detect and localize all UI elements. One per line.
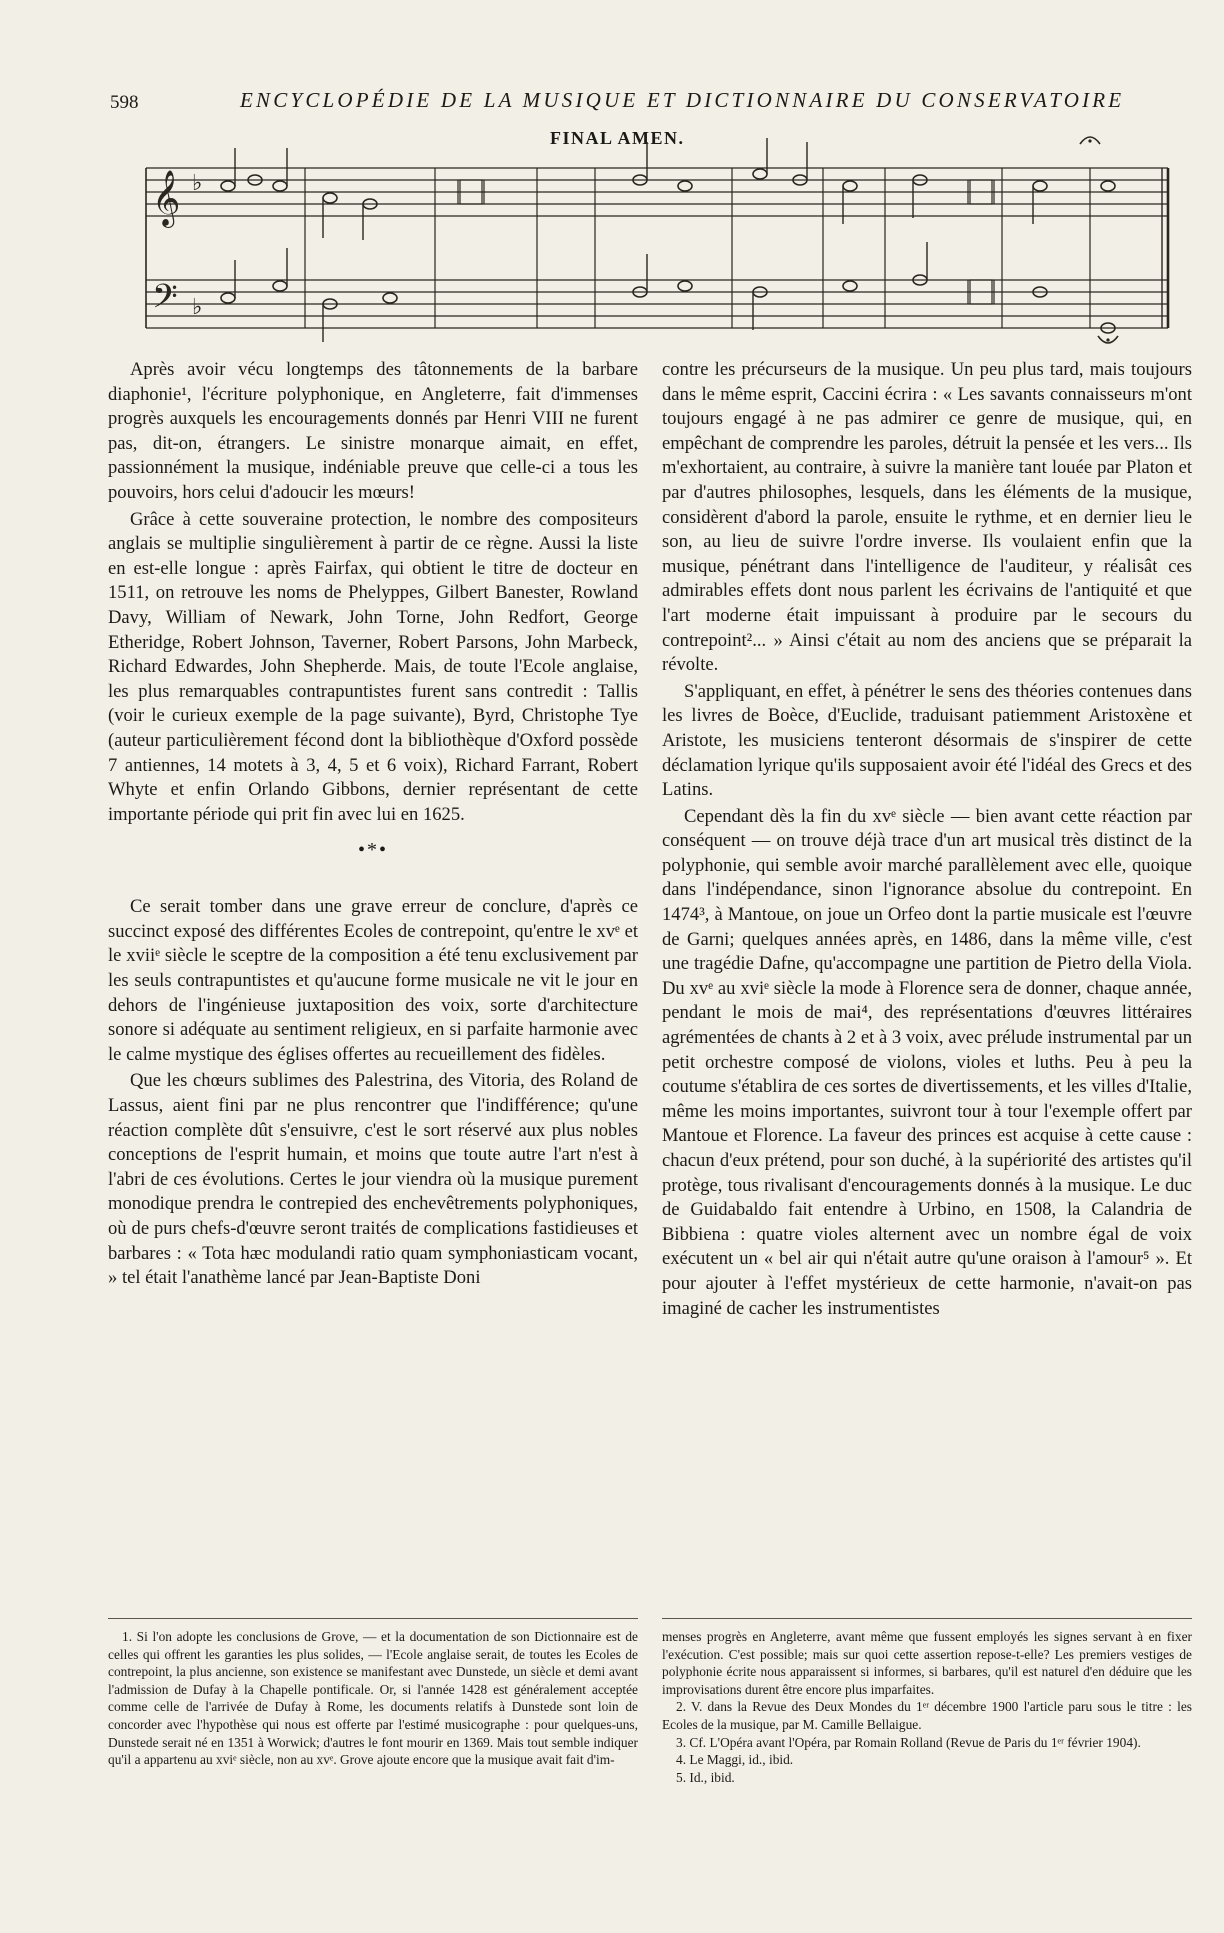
paragraph: Ce serait tomber dans une grave erreur de conclure, d'après ce succinct exposé des différentes Ecoles de contrepoint, qu'entre le xvᵉ et le xviiᵉ siècle le sceptre de la composition a été tenu exclusivement par les seuls contrapuntistes et qu'aucune forme musicale ne vit le jour en dehors de l'ingénieuse juxtaposition des voix, sorte d'architecture sonore si adéquate au sentiment religieux, en si parfaite harmonie avec le calme mystique des églises offertes au recueillement des fidèles.: [108, 896, 638, 1065]
footnote: 1. Si l'on adopte les conclusions de Grove, — et la documentation de son Dictionnaire est de celles qui offrent les garanties les plus solides, — l'Ecole anglaise serait, de toutes les Ecoles de contrepoint, la plus ancienne, son existence se manifestant avec Dunstede, un siècle et demi avant l'admission de Dufay à la Chapelle pontificale. Or, si l'année 1428 est généralement acceptée comme celle de l'arrivée de Dufay à Rome, les documents relatifs à Dunstede sont loin de concorder avec l'hypothèse qui nous est offerte par l'estimé musicographe : pour quelques-uns, Dunstede serait né en 1351 à Worwick; d'autres le font mourir en 1369. Mais tout semble indiquer qu'il a appartenu au xviᵉ siècle, non au xvᵉ. Grove ajoute encore que la musique avait fait d'im-: [108, 1629, 638, 1768]
footnotes-left: [108, 1628, 638, 1769]
svg-text:♭: ♭: [192, 295, 203, 320]
footnote: 5. Id., ibid.: [676, 1769, 735, 1785]
svg-text:♭: ♭: [192, 171, 203, 196]
paragraph: Grâce à cette souveraine protection, le nombre des compositeurs anglais se multiplie singulièrement à partir de ce règne. Aussi la liste en est-elle longue : après Fairfax, qui obtient le titre de docteur en 1511, on retrouve les noms de Phelyppes, Gilbert Banester, Rowland Davy, William of Newark, John Torne, John Redfort, George Etheridge, Robert Johnson, Taverner, Robert Parsons, John Marbeck, Richard Edwardes, John Shepherde. Mais, de toute l'Ecole anglaise, les plus remarquables contrapuntistes furent sans contredit : Tallis (voir le curieux exemple de la page suivante), Byrd, Christophe Tye (auteur particulièrement fécond dont la bibliothèque d'Oxford possède 7 antiennes, 14 motets à 3, 4, 5 et 6 voix), Richard Farrant, Robert Whyte et enfin Orlando Gibbons, dernier représentant de cette importante période qui prit fin avec lui en 1625.: [108, 508, 638, 825]
right-column: [662, 358, 1192, 1321]
left-column: [108, 358, 638, 1291]
paragraph: Que les chœurs sublimes des Palestrina, des Vitoria, des Roland de Lassus, aient fini par ne plus rencontrer que l'indifférence; qu'une réaction complète dût s'ensuivre, c'est le sort réservé aux plus nobles conceptions de l'esprit humain, et moins que toute autre l'art n'est à l'abri de ces évolutions. Certes le jour viendra où la musique purement monodique prendra le contrepied des enchevêtrements polyphoniques, où de purs chefs-d'œuvre seront traités de complications fastidieuses et barbares : « Tota hæc modulandi ratio quam symphoniasticam vocant, » tel était l'anathème lancé par Jean-Baptiste Doni: [108, 1070, 638, 1289]
music-title: FINAL AMEN.: [550, 128, 685, 148]
footnote-rule: [662, 1618, 1192, 1619]
page-number: 598: [110, 92, 139, 113]
svg-text:𝄞: 𝄞: [152, 170, 181, 226]
footnote: 3. Cf. L'Opéra avant l'Opéra, par Romain Rolland (Revue de Paris du 1ᵉʳ février 1904).: [676, 1734, 1141, 1750]
footnote: menses progrès en Angleterre, avant même que fussent employés les signes servant à en fixer l'exécution. C'est possible; mais sur quoi cette assertion repose-t-elle? Les premiers vestiges de polyphonie écrite nous apparaissent si informes, si barbares, qu'il est naturel d'en déduire que les improvisations durent être encore plus imparfaites.: [662, 1629, 1192, 1697]
footnote: 4. Le Maggi, id., ibid.: [676, 1752, 794, 1768]
running-head: ENCYCLOPÉDIE DE LA MUSIQUE ET DICTIONNAIRE DU CONSERVATOIRE: [240, 88, 1125, 112]
page-header: [110, 88, 1125, 118]
section-separator: •*•: [357, 839, 388, 862]
footnotes-right: [662, 1628, 1192, 1786]
music-example: [140, 128, 1180, 350]
footnote-rule: [108, 1618, 638, 1619]
music-score: [140, 128, 1180, 350]
paragraph: Cependant dès la fin du xvᵉ siècle — bien avant cette réaction par conséquent — on trouve déjà trace d'un art musical très distinct de la polyphonie, qui semble avoir marché parallèlement avec elle, quoique dans l'indépendance, sinon l'ignorance absolue du contrepoint. En 1474³, à Mantoue, on joue un Orfeo dont la partie musicale est l'œuvre de Garni; quelques années après, en 1486, dans la même ville, c'est une tragédie Dafne, qu'accompagne une partition de Pietro della Viola. Du xvᵉ au xviᵉ siècle la mode à Florence sera de donner, chaque année, pendant le mois de mai⁴, des représentations d'œuvres littéraires agrémentées de chants à 2 et à 3 voix, avec prélude instrumental par un petit orchestre composé de violons, violes et luths. Peu à peu la coutume s'établira de ces sortes de divertissements, et les villes d'Italie, même les moins importantes, suivront tour à tour l'exemple offert par Mantoue et Florence. La faveur des princes est acquise à cette cause : chacun d'eux prétend, pour son duché, à la supériorité des artistes qu'il protège, tous rivalisant d'encouragements donnés à la musique. Le duc de Guidabaldo fait entendre à Urbino, en 1508, la Calandria de Bibbiena : quatre violes alternent avec un nombre égal de voix exécutent un « bel air qui n'était autre qu'une oraison à l'amour⁵ ». Et pour ajouter à l'effet mystérieux de cette harmonie, n'avait-on pas imaginé de cacher les instrumentistes: [662, 805, 1192, 1319]
paragraph: Après avoir vécu longtemps des tâtonnements de la barbare diaphonie¹, l'écriture polyphonique, en Angleterre, fait d'immenses progrès auxquels les encouragements donnés par Henri VIII ne furent pas, dit-on, étrangers. Le sinistre monarque aimait, en effet, passionnément la musique, indéniable preuve que celle-ci a tous les pouvoirs, hors celui d'adoucir les mœurs!: [108, 359, 638, 503]
paragraph: S'appliquant, en effet, à pénétrer le sens des théories contenues dans les livres de Boèce, d'Euclide, traduisant patiemment Aristoxène et Aristote, les musiciens tenteront désormais de s'inspirer de cette déclamation lyrique qu'ils supposaient avoir été l'idéal des Grecs et des Latins.: [662, 680, 1192, 801]
svg-text:𝄢: 𝄢: [152, 278, 178, 324]
footnote: 2. V. dans la Revue des Deux Mondes du 1ᵉʳ décembre 1900 l'article paru sous le titre : les Ecoles de la musique, par M. Camille Bellaigue.: [662, 1699, 1192, 1732]
paragraph: contre les précurseurs de la musique. Un peu plus tard, mais toujours dans le même esprit, Caccini écrira : « Les savants connaisseurs m'ont toujours engagé à ne pas admirer ce genre de musique, qui, en empêchant de comprendre les paroles, détruit la pensée et les vers... Ils m'exhortaient, au contraire, à suivre la manière tant louée par Platon et par d'autres philosophes, lesquels, dans les éléments de la musique, considèrent d'abord la parole, ensuite le rythme, et en dernier lieu le son, au lieu de suivre l'ordre inverse. Ils voulaient enfin que la musique, pénétrant dans l'intelligence de l'auditeur, y réalisât ces admirables effets dont nous parlent les écrivains de l'antiquité et que l'art moderne était impuissant à produire par le secours du contrepoint²... » Ainsi c'était au nom des anciens que se préparait la révolte.: [662, 359, 1192, 676]
